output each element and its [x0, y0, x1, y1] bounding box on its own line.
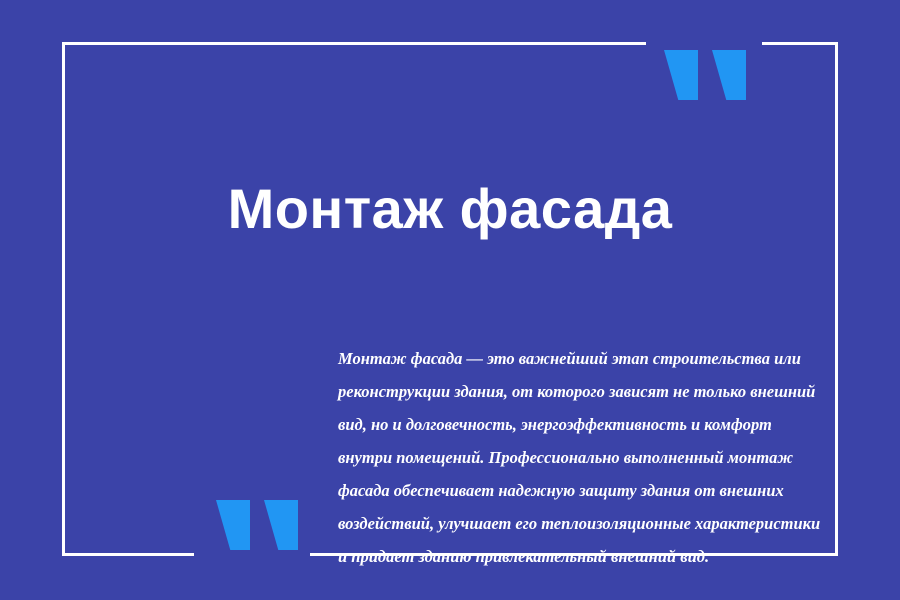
quote-mark-bottom-bar-right [264, 500, 298, 550]
slide-title: Монтаж фасада [227, 176, 673, 240]
slide-body-text: Монтаж фасада — это важнейший этап строительства или реконструкции здания, от которого зависят не только внешний вид, но и долговечность, энергоэффективность и комфорт внутри помещений. Профессионально выполненный монтаж фасада обеспечивает надежную защиту здания от внешних воздействий, улучшает его теплоизоляционные характеристики и придает зданию привлекательный внешний вид. [338, 348, 821, 566]
frame-top-left-segment [62, 42, 646, 45]
frame-right-segment [835, 42, 838, 556]
frame-left-segment [62, 42, 65, 556]
frame-top-right-segment [762, 42, 838, 45]
quote-mark-bottom-icon [216, 500, 312, 550]
quote-mark-top-bar-left [664, 50, 698, 100]
quote-mark-bottom-bar-left [216, 500, 250, 550]
quote-mark-top-icon [664, 50, 760, 100]
frame-bottom-left-segment [62, 553, 194, 556]
quote-mark-top-bar-right [712, 50, 746, 100]
